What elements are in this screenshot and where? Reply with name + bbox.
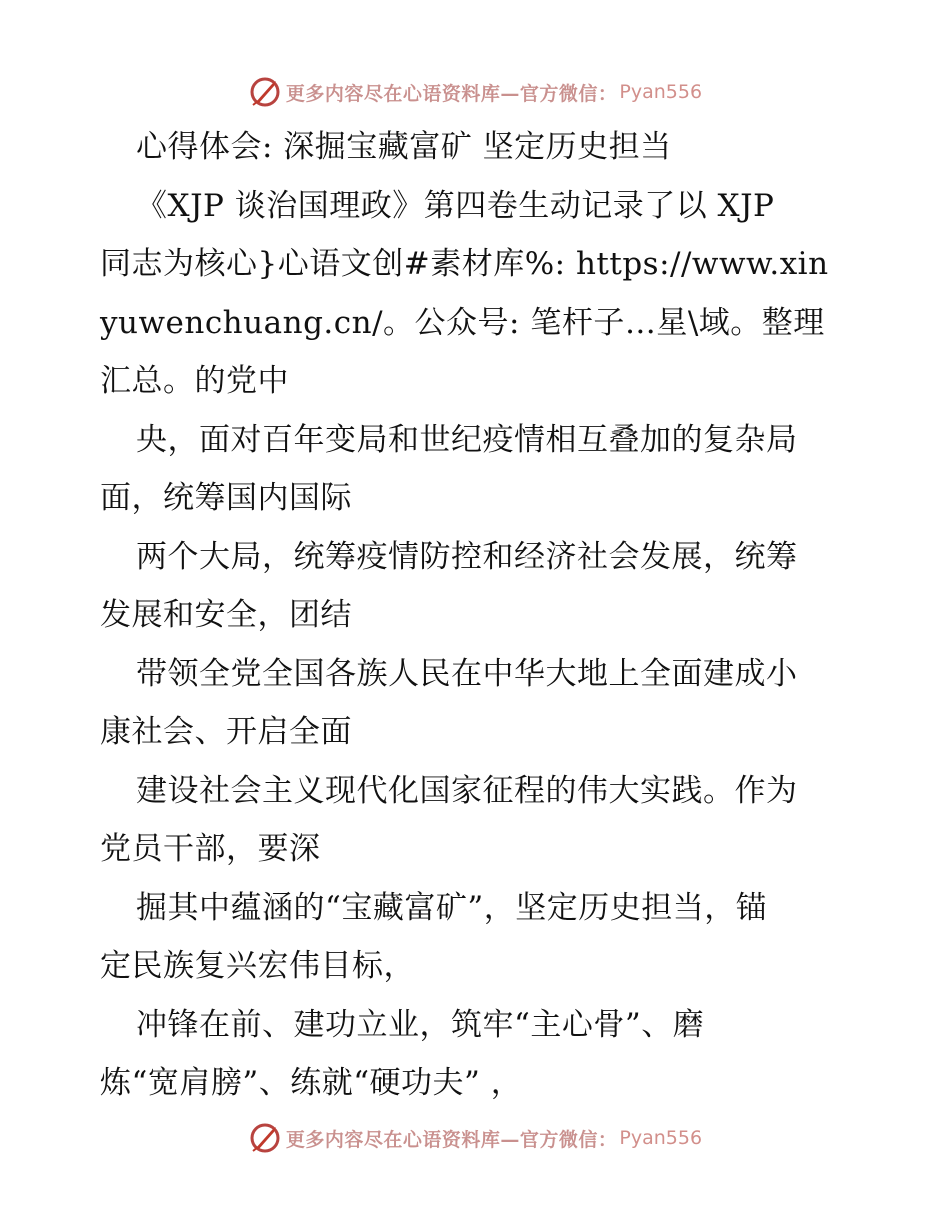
paragraph-line: 炼“宽肩膀”、练就“硬功夫” ， [100, 1065, 523, 1101]
watermark-text: 更多内容尽在心语资料库—官方微信： [285, 82, 618, 105]
watermark-text: 更多内容尽在心语资料库—官方微信： [285, 1128, 618, 1151]
document-title: 心得体会: 深掘宝藏富矿 坚定历史担当 [136, 129, 672, 165]
paragraph-line: 央，面对百年变局和世纪疫情相互叠加的复杂局 [136, 421, 798, 458]
paragraph-line: 党员干部，要深 [100, 831, 321, 867]
watermark-wechat-id: Pyan556 [619, 1127, 703, 1149]
paragraph-line: 带领全党全国各族人民在中华大地上全面建成小 [136, 655, 798, 692]
paragraph-line: 冲锋在前、建功立业，筑牢“主心骨”、磨 [136, 1006, 705, 1043]
footer-watermark-banner [0, 1118, 950, 1158]
paragraph-line: 同志为核心}心语文创#素材库%: https://www.xin [100, 246, 829, 282]
paragraph-line: 发展和安全，团结 [100, 597, 352, 633]
paragraph-line: 康社会、开启全面 [100, 714, 352, 750]
quill-pen-logo-icon [248, 1121, 282, 1155]
paragraph-line: 面，统筹国内国际 [100, 480, 352, 516]
paragraph-line: 汇总。的党中 [100, 363, 289, 399]
header-watermark-banner [0, 72, 950, 112]
watermark-wechat-id: Pyan556 [619, 81, 703, 103]
paragraph-line: 两个大局，统筹疫情防控和经济社会发展，统筹 [136, 538, 798, 575]
paragraph-line: 定民族复兴宏伟目标， [100, 948, 415, 984]
paragraph-line: 建设社会主义现代化国家征程的伟大实践。作为 [136, 772, 798, 809]
paragraph-line: 掘其中蕴涵的“宝藏富矿”，坚定历史担当，锚 [136, 889, 768, 926]
paragraph-line: yuwenchuang.cn/。公众号: 笔杆子…星\域。整理 [100, 304, 825, 341]
document-body [100, 118, 860, 1113]
quill-pen-logo-icon [248, 75, 282, 109]
paragraph-line: 《XJP 谈治国理政》第四卷生动记录了以 XJP [136, 187, 775, 224]
